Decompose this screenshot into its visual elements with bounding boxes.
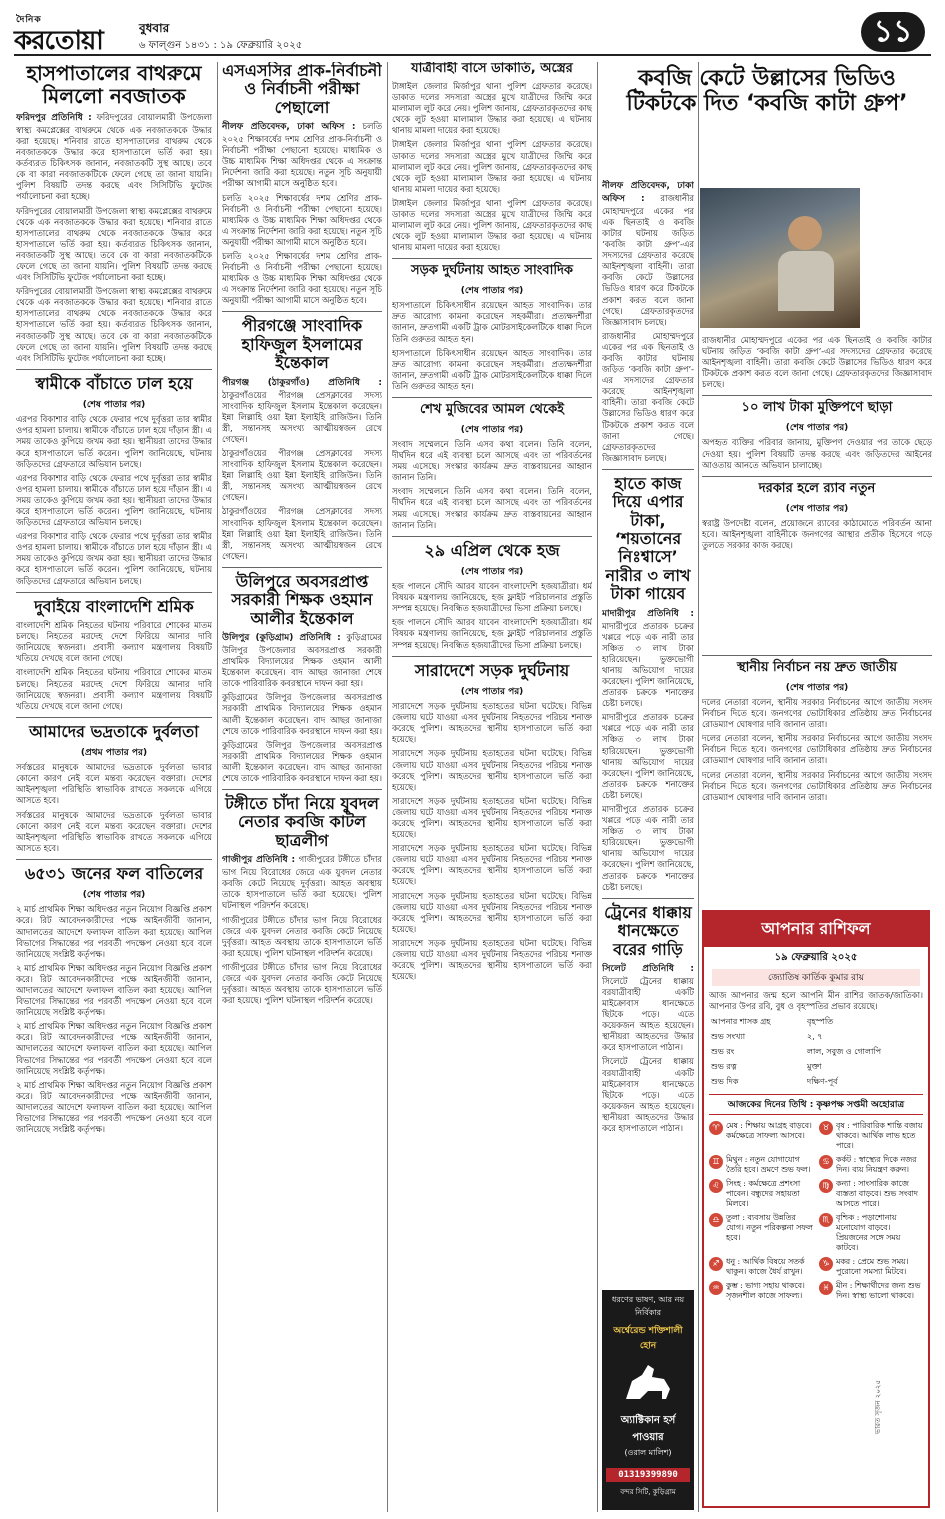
zodiac-item [819, 1179, 923, 1209]
headline-sheikh-mujib: শেখ মুজিবের আমল থেকেই [419, 402, 565, 418]
zodiac-item [709, 1179, 813, 1209]
zodiac-icon: ♏ [819, 1213, 833, 1227]
column-divider [597, 62, 598, 1512]
zodiac-icon: ♐ [709, 1257, 723, 1271]
zodiac-icon: ♎ [709, 1213, 723, 1227]
zodiac-item [819, 1281, 923, 1301]
reporter-line: সিলেট প্রতিনিধি : [602, 963, 694, 974]
continued-note: (শেষ পাতার পর) [785, 423, 849, 434]
article-body-cont: এরপর বিকাশার বাড়ি থেকে ফেরার পথে দুর্বৃত্তরা তার স্বামীর ওপর হামলা চালায়। স্বামীকে বাঁচাতে ঢাল হয়ে দাঁড়ান স্ত্রী। এ সময় তাকেও কুপিয়ে জখম করা হয়। স্থানীয়রা তাদের উদ্ধার করে হাসপাতালে ভর্তি করেন। পুলিশ জানিয়েছে, ঘটনায় জড়িতদের গ্রেফতারে অভিযান চলছে। [16, 472, 212, 528]
headline-kobji-group: কবজি কেটে উল্লাসের ভিডিও টিকটকে দিত ‘কবজি কাটা গ্রুপ’ [626, 66, 908, 117]
reporter-line: নীলফ প্রতিবেদক, ঢাকা অফিস : [602, 181, 694, 204]
zodiac-icon: ♊ [709, 1155, 723, 1169]
masthead [14, 12, 931, 56]
headline-fraud-3lakh: হাতে কাজ দিয়ে এপার টাকা, ‘শয়তানের নিঃশ্বাসে’ নারীর ৩ লাখ টাকা গায়েব [605, 473, 691, 604]
headline-teacher-death: উলিপুরে অবসরপ্রাপ্ত সরকারী শিক্ষক ওহমান আলীর ইন্তেকাল [231, 571, 373, 628]
article-body: সিলেটে ট্রেনের ধাক্কায় বরযাত্রীবাহী একটি মাইক্রোবাস ধানক্ষেতে ছিটকে পড়ে। এতে কয়েকজন আহত হয়েছেন। স্থানীয়রা আহতদের উদ্ধার করে হাসপাতালে পাঠান। [602, 975, 694, 1053]
horoscope-row [709, 1045, 923, 1060]
reporter-line: নীলফ প্রতিবেদক, ঢাকা অফিস : [222, 122, 356, 133]
article-body-cont: ঠাকুরগাঁওয়ের পীরগঞ্জ প্রেসক্লাবের সদস্য সাংবাদিক হাফিজুল ইসলাম ইন্তেকাল করেছেন। ইন্না লিল্লাহি ওয়া ইন্না ইলাইহি রাজিউন। তিনি স্ত্রী, সন্তানসহ অসংখ্য আত্মীয়স্বজন রেখে গেছেন। [222, 447, 382, 503]
logo-tagline: দৈনিক [16, 15, 42, 25]
zodiac-list [709, 1119, 923, 1303]
article-body: কুড়িগ্রামের উলিপুর উপজেলার অবসরপ্রাপ্ত সরকারী প্রাথমিক বিদ্যালয়ের শিক্ষক ওহমান আলী ইন্তেকাল করেছেন। বাদ আছর জানাজা শেষে তাকে পারিবারিক কবরস্থানে দাফন করা হয়। [222, 632, 382, 689]
zodiac-item [819, 1121, 923, 1151]
article-body-cont: ২ মার্চ প্রাথমিক শিক্ষা অধিদপ্তর নতুন নিয়োগ বিজ্ঞপ্তি প্রকাশ করে। রিট আবেদনকারীদের পক্ষে আইনজীবী জানান, আদালতের আদেশে ফলাফল বাতিল করা হয়েছে। আপিল বিভাগের সিদ্ধান্তের পর পরবর্তী পদক্ষেপ নেওয়া হবে বলে জানিয়েছে সংশ্লিষ্ট কর্তৃপক্ষ। [16, 962, 212, 1018]
news-photo [700, 188, 860, 328]
article-body: হজ পালনে সৌদি আরব যাবেন বাংলাদেশি হজযাত্রীরা। ধর্ম বিষয়ক মন্ত্রণালয় জানিয়েছে, হজ ফ্লাইট পরিচালনার প্রস্তুতি সম্পন্ন হয়েছে। নিবন্ধিত হজযাত্রীদের ভিসা প্রক্রিয়া চলছে। [392, 581, 592, 614]
zodiac-text: মিথুন : নতুন যোগাযোগ তৈরি হবে। ভ্রমণে শুভ ফল। [726, 1155, 811, 1175]
article-body-cont: দলের নেতারা বলেন, স্থানীয় সরকার নির্বাচনের আগে জাতীয় সংসদ নির্বাচন দিতে হবে। জনগণের ভোটাধিকার প্রতিষ্ঠায় দ্রুত নির্বাচনের রোডম্যাপ ঘোষণার দাবি জানান তারা। [702, 769, 932, 802]
horoscope-table [709, 1015, 923, 1090]
continued-note: (শেষ পাতার পর) [82, 400, 146, 411]
ad-phone: 01319399890 [606, 1468, 690, 1482]
column-divider [387, 62, 388, 1512]
reporter-line: গাজীপুর প্রতিনিধি : [222, 855, 296, 866]
headline-dubai-worker: দুবাইয়ে বাংলাদেশি শ্রমিক [34, 596, 194, 616]
article-body-cont: সারাদেশে সড়ক দুর্ঘটনায় হতাহতের ঘটনা ঘটেছে। বিভিন্ন জেলায় ঘটে যাওয়া এসব দুর্ঘটনায় নিহতদের পরিচয় শনাক্ত করেছে পুলিশ। আহতদের স্থানীয় হাসপাতালে ভর্তি করা হয়েছে। [392, 843, 592, 887]
horoscope-date: ১৯ ফেব্রুয়ারি ২০২৫ [774, 952, 858, 963]
continued-note: (শেষ পাতার পর) [460, 687, 524, 698]
article-body-cont: ২ মার্চ প্রাথমিক শিক্ষা অধিদপ্তর নতুন নিয়োগ বিজ্ঞপ্তি প্রকাশ করে। রিট আবেদনকারীদের পক্ষে আইনজীবী জানান, আদালতের আদেশে ফলাফল বাতিল করা হয়েছে। আপিল বিভাগের সিদ্ধান্তের পর পরবর্তী পদক্ষেপ নেওয়া হবে বলে জানিয়েছে সংশ্লিষ্ট কর্তৃপক্ষ। [16, 1021, 212, 1076]
headline-results-cancel: ৬৫৩১ জনের ফল বাতিলের [24, 863, 204, 883]
article-body-cont: হজ পালনে সৌদি আরব যাবেন বাংলাদেশি হজযাত্রীরা। ধর্ম বিষয়ক মন্ত্রণালয় জানিয়েছে, হজ ফ্লাইট পরিচালনার প্রস্তুতি সম্পন্ন হয়েছে। নিবন্ধিত হজযাত্রীদের ভিসা প্রক্রিয়া চলছে। [392, 617, 592, 650]
article-body: ২ মার্চ প্রাথমিক শিক্ষা অধিদপ্তর নতুন নিয়োগ বিজ্ঞপ্তি প্রকাশ করে। রিট আবেদনকারীদের পক্ষে আইনজীবী জানান, আদালতের আদেশে ফলাফল বাতিল করা হয়েছে। আপিল বিভাগের সিদ্ধান্তের পর পরবর্তী পদক্ষেপ নেওয়া হবে বলে জানিয়েছে সংশ্লিষ্ট কর্তৃপক্ষ। [16, 904, 212, 959]
horoscope-value: ২, ৭ [807, 1032, 823, 1042]
article-body-cont: সারাদেশে সড়ক দুর্ঘটনায় হতাহতের ঘটনা ঘটেছে। বিভিন্ন জেলায় ঘটে যাওয়া এসব দুর্ঘটনায় নিহতদের পরিচয় শনাক্ত করেছে পুলিশ। আহতদের স্থানীয় হাসপাতালে ভর্তি করা হয়েছে। [392, 795, 592, 840]
article-body-cont: হাসপাতালে চিকিৎসাধীন রয়েছেন আহত সাংবাদিক। তার দ্রুত আরোগ্য কামনা করেছেন সহকর্মীরা। প্রত্যক্ষদর্শীরা জানান, দ্রুতগামী একটি ট্রাক মোটরসাইকেলটিকে ধাক্কা দিলে তিনি গুরুতর আহত হন। [392, 347, 592, 391]
headline-train-crash: ট্রেনের ধাক্কায় ধানক্ষেতে বরের গাড়ি [604, 902, 692, 959]
continued-note: (শেষ পাতার পর) [785, 503, 849, 514]
reporter-line: উলিপুর (কুড়িগ্রাম) প্রতিনিধি : [222, 633, 341, 644]
article-body: মাদারীপুরে প্রতারক চক্রের খপ্পরে পড়ে এক নারী তার সঞ্চিত ৩ লাখ টাকা হারিয়েছেন। ভুক্তভোগী থানায় অভিযোগ দায়ের করেছেন। পুলিশ জানিয়েছে, প্রতারক চক্রকে শনাক্তের চেষ্টা চলছে। [602, 620, 694, 709]
horoscope-key: শুভ দিক [711, 1077, 739, 1087]
zodiac-text: মেষ : শিক্ষায় আগ্রহ বাড়বে। কর্মক্ষেত্রে সাফল্য আসবে। [726, 1121, 812, 1141]
horoscope-key: আপনার শাসক গ্রহ [711, 1017, 771, 1027]
article-body-cont: চলতি ২০২৫ শিক্ষাবর্ষের দশম শ্রেণির প্রাক-নির্বাচনী ও নির্বাচনী পরীক্ষা পেছানো হয়েছে। মাধ্যমিক ও উচ্চ মাধ্যমিক শিক্ষা অধিদপ্তর থেকে এ সংক্রান্ত নির্দেশনা জারি করা হয়েছে। নতুন সূচি অনুযায়ী পরীক্ষা আগামী মাসে অনুষ্ঠিত হবে। [222, 250, 382, 306]
article-body-cont: গাজীপুরের টঙ্গীতে চাঁদার ভাগ নিয়ে বিরোধের জেরে এক যুবদল নেতার কবজি কেটে নিয়েছে দুর্বৃত্তরা। আহত অবস্থায় তাকে হাসপাতালে ভর্তি করা হয়েছে। পুলিশ ঘটনাস্থল পরিদর্শন করেছে। [222, 961, 382, 1006]
headline-bus-robbery: যাত্রীবাহী বাসে ডাকাতি, অস্ত্রের [411, 62, 573, 76]
article-body-cont: কুড়িগ্রামের উলিপুর উপজেলার অবসরপ্রাপ্ত সরকারী প্রাথমিক বিদ্যালয়ের শিক্ষক ওহমান আলী ইন্তেকাল করেছেন। বাদ আছর জানাজা শেষে তাকে পারিবারিক কবরস্থানে দাফন করা হয়। [222, 739, 382, 783]
horoscope-key: শুভ রত্ন [711, 1062, 737, 1072]
vertical-note: ভারত সৃজন ২০২৫ [874, 1380, 882, 1435]
article-body-cont: ফরিদপুরের বোয়ালমারী উপজেলা স্বাস্থ্য কমপ্লেক্সের বাথরুমে থেকে এক নবজাতককে উদ্ধার করা হয়েছে। শনিবার রাতে হাসপাতালের বাথরুম থেকে নবজাতককে উদ্ধার করে হাসপাতালে ভর্তি করা হয়। কর্তব্যরত চিকিৎসক জানান, নবজাতকটি সুস্থ আছে। তবে কে বা কারা নবজাতকটিকে ফেলে গেছে তা জানা যায়নি। পুলিশ বিষয়টি তদন্ত করছে এবং সিসিটিভি ফুটেজ পর্যালোচনা করা হচ্ছে। [16, 286, 212, 363]
horoscope-value: বৃহস্পতি [807, 1017, 834, 1027]
article-body-cont: সারাদেশে সড়ক দুর্ঘটনায় হতাহতের ঘটনা ঘটেছে। বিভিন্ন জেলায় ঘটে যাওয়া এসব দুর্ঘটনায় নিহতদের পরিচয় শনাক্ত করেছে পুলিশ। আহতদের স্থানীয় হাসপাতালে ভর্তি করা হয়েছে। [392, 937, 592, 982]
article-body-cont: রাজধানীর মোহাম্মদপুরে একের পর এক ছিনতাই ও কবজি কাটার ঘটনায় জড়িত ‘কবজি কাটা গ্রুপ’-এর সদস্যদের গ্রেফতার করেছে আইনশৃঙ্খলা বাহিনী। তারা কবজি কেটে উল্লাসের ভিডিও ধারণ করে টিকটকে প্রকাশ করত বলে জানা গেছে। গ্রেফতারকৃতদের জিজ্ঞাসাবাদ চলছে। [702, 335, 932, 390]
zodiac-item [709, 1213, 813, 1253]
ad-tag: (ওরাল মালিশ) [624, 1448, 672, 1457]
headline-hajj: ২৯ এপ্রিল থেকে হজ [424, 540, 560, 560]
zodiac-text: কুম্ভ : ভাগ্য সহায় থাকবে। সৃজনশীল কাজে সাফল্য। [726, 1280, 805, 1300]
article-body: বাংলাদেশি শ্রমিক নিহতের ঘটনায় পরিবারে শোকের মাতম চলছে। নিহতের মরদেহ দেশে ফিরিয়ে আনার দাবি জানিয়েছে স্বজনরা। প্রবাসী কল্যাণ মন্ত্রণালয় বিষয়টি খতিয়ে দেখছে বলে জানা গেছে। [16, 620, 212, 664]
article-body: টাঙ্গাইল জেলার মির্জাপুর থানা পুলিশ গ্রেফতার করেছে। ডাকাত দলের সদস্যরা অস্ত্রের মুখে যাত্রীদের জিম্মি করে মালামাল লুট করে নেয়। পুলিশ জানায়, গ্রেফতারকৃতদের কাছ থেকে লুট হওয়া মালামাল উদ্ধার করা হয়েছে। এ ঘটনায় থানায় মামলা দায়ের করা হয়েছে। [392, 80, 592, 136]
continued-note: (শেষ পাতার পর) [82, 890, 146, 901]
article-body: ঠাকুরগাঁওয়ের পীরগঞ্জ প্রেসক্লাবের সদস্য সাংবাদিক হাফিজুল ইসলাম ইন্তেকাল করেছেন। ইন্না লিল্লাহি ওয়া ইন্না ইলাইহি রাজিউন। তিনি স্ত্রী, সন্তানসহ অসংখ্য আত্মীয়স্বজন রেখে গেছেন। [222, 389, 382, 444]
article-body: রাজধানীর মোহাম্মদপুরে একের পর এক ছিনতাই ও কবজি কাটার ঘটনায় জড়িত ‘কবজি কাটা গ্রুপ’-এর সদস্যদের গ্রেফতার করেছে আইনশৃঙ্খলা বাহিনী। তারা কবজি কেটে উল্লাসের ভিডিও ধারণ করে টিকটকে প্রকাশ করত বলে জানা গেছে। গ্রেফতারকৃতদের জিজ্ঞাসাবাদ চলছে। [602, 192, 694, 327]
headline-journalist-death: পীরগঞ্জে সাংবাদিক হাফিজুল ইসলামের ইন্তেকাল [241, 316, 363, 373]
continued-note: (শেষ পাতার পর) [460, 424, 524, 435]
article-body: গাজীপুরের টঙ্গীতে চাঁদার ভাগ নিয়ে বিরোধের জেরে এক যুবদল নেতার কবজি কেটে নিয়েছে দুর্বৃত্তরা। আহত অবস্থায় তাকে হাসপাতালে ভর্তি করা হয়েছে। পুলিশ ঘটনাস্থল পরিদর্শন করেছে। [222, 854, 382, 911]
horoscope-value: মুক্তা [807, 1062, 822, 1072]
article-body: সর্বস্তরের মানুষকে আমাদের ভদ্রতাকে দুর্বলতা ভাবার কোনো কারণ নেই বলে মন্তব্য করেছেন বক্তারা। দেশের আইনশৃঙ্খলা পরিস্থিতি স্বাভাবিক রাখতে সকলকে এগিয়ে আসতে হবে। [16, 762, 212, 806]
continued-note: (শেষ পাতার পর) [460, 567, 524, 578]
article-body-cont: মাদারীপুরে প্রতারক চক্রের খপ্পরে পড়ে এক নারী তার সঞ্চিত ৩ লাখ টাকা হারিয়েছেন। ভুক্তভোগী থানায় অভিযোগ দায়ের করেছেন। পুলিশ জানিয়েছে, প্রতারক চক্রকে শনাক্তের চেষ্টা চলছে। [602, 712, 694, 800]
advertisement [602, 1290, 694, 1510]
zodiac-item [819, 1257, 923, 1277]
article-body: অপহৃত ব্যক্তির পরিবার জানায়, মুক্তিপণ দেওয়ার পর তাকে ছেড়ে দেওয়া হয়। পুলিশ বিষয়টি তদন্ত করছে এবং জড়িতদের আইনের আওতায় আনতে অভিযান চালাচ্ছে। [702, 437, 932, 470]
article-body: এরপর বিকাশার বাড়ি থেকে ফেরার পথে দুর্বৃত্তরা তার স্বামীর ওপর হামলা চালায়। স্বামীকে বাঁচাতে ঢাল হয়ে দাঁড়ান স্ত্রী। এ সময় তাকেও কুপিয়ে জখম করা হয়। স্থানীয়রা তাদের উদ্ধার করে হাসপাতালে ভর্তি করেন। পুলিশ জানিয়েছে, ঘটনায় জড়িতদের গ্রেফতারে অভিযান চলছে। [16, 414, 212, 469]
horoscope-value: দক্ষিণ-পূর্ব [807, 1077, 838, 1087]
zodiac-text: তুলা : ব্যবসায় উন্নতির যোগ। নতুন পরিকল্পনা সফল হবে। [726, 1212, 813, 1242]
column-5-lower [702, 650, 932, 905]
article-body-cont: সংবাদ সম্মেলনে তিনি এসব কথা বলেন। তিনি বলেন, দীর্ঘদিন ধরে এই ব্যবস্থা চলে আসছে এবং তা পরিবর্তনের সময় এসেছে। সংস্কার কার্যক্রম দ্রুত বাস্তবায়নের আহ্বান জানান তিনি। [392, 486, 592, 530]
article-body-cont: টাঙ্গাইল জেলার মির্জাপুর থানা পুলিশ গ্রেফতার করেছে। ডাকাত দলের সদস্যরা অস্ত্রের মুখে যাত্রীদের জিম্মি করে মালামাল লুট করে নেয়। পুলিশ জানায়, গ্রেফতারকৃতদের কাছ থেকে লুট হওয়া মালামাল উদ্ধার করা হয়েছে। এ ঘটনায় থানায় মামলা দায়ের করা হয়েছে। [392, 139, 592, 194]
headline-journalist-injured: সড়ক দুর্ঘটনায় আহত সাংবাদিক [410, 263, 574, 279]
horoscope-astrologer: জ্যোতিষ কার্তিক কুমার রায় [712, 969, 920, 986]
zodiac-icon: ♑ [819, 1257, 833, 1271]
headline-courtesy: আমাদের ভদ্রতাকে দুর্বলতা [29, 721, 199, 741]
column-5 [702, 335, 932, 645]
headline-newborn: হাসপাতালের বাথরুমে মিললো নবজাতক [26, 62, 202, 108]
newspaper-logo: করতোয়া [14, 26, 103, 56]
tithi-line: আজকের দিনের তিথি : কৃষ্ণপক্ষ সপ্তমী অহোরাত্র [709, 1094, 923, 1115]
horoscope-row [709, 1030, 923, 1045]
reporter-line: ফরিদপুর প্রতিনিধি : [16, 113, 92, 123]
horoscope-box [702, 910, 930, 1508]
horoscope-value: লাল, সবুজ ও গোলাপি [807, 1047, 882, 1057]
ad-line-2: অর্শ্বেরেন্ড শক্তিশালী হোন [613, 1326, 683, 1351]
article-body: সংবাদ সম্মেলনে তিনি এসব কথা বলেন। তিনি বলেন, দীর্ঘদিন ধরে এই ব্যবস্থা চলে আসছে এবং তা পরিবর্তনের সময় এসেছে। সংস্কার কার্যক্রম দ্রুত বাস্তবায়নের আহ্বান জানান তিনি। [392, 438, 592, 483]
horoscope-row [709, 1015, 923, 1030]
article-body-cont: মাদারীপুরে প্রতারক চক্রের খপ্পরে পড়ে এক নারী তার সঞ্চিত ৩ লাখ টাকা হারিয়েছেন। ভুক্তভোগী থানায় অভিযোগ দায়ের করেছেন। পুলিশ জানিয়েছে, প্রতারক চক্রকে শনাক্তের চেষ্টা চলছে। [602, 804, 694, 892]
article-body-cont: টাঙ্গাইল জেলার মির্জাপুর থানা পুলিশ গ্রেফতার করেছে। ডাকাত দলের সদস্যরা অস্ত্রের মুখে যাত্রীদের জিম্মি করে মালামাল লুট করে নেয়। পুলিশ জানায়, গ্রেফতারকৃতদের কাছ থেকে লুট হওয়া মালামাল উদ্ধার করা হয়েছে। এ ঘটনায় থানায় মামলা দায়ের করা হয়েছে। [392, 197, 592, 253]
zodiac-icon: ♋ [819, 1155, 833, 1169]
article-body: ফরিদপুরের বোয়ালমারী উপজেলা স্বাস্থ্য কমপ্লেক্সের বাথরুমে থেকে এক নবজাতককে উদ্ধার করা হয়েছে। শনিবার রাতে হাসপাতালের বাথরুম থেকে নবজাতককে উদ্ধার করে হাসপাতালে ভর্তি করা হয়। কর্তব্যরত চিকিৎসক জানান, নবজাতকটি সুস্থ আছে। তবে কে বা কারা নবজাতকটিকে ফেলে গেছে তা জানা যায়নি। পুলিশ বিষয়টি তদন্ত করছে এবং সিসিটিভি ফুটেজ পর্যালোচনা করা হচ্ছে। [16, 112, 212, 202]
photo-subject-head [788, 216, 822, 250]
zodiac-icon: ♉ [819, 1121, 833, 1135]
zodiac-item [709, 1257, 813, 1277]
lead-headline-block [602, 62, 932, 172]
zodiac-text: কর্কট : স্বাস্থ্যের দিকে নজর দিন। ব্যয় নিয়ন্ত্রণ করুন। [836, 1155, 917, 1175]
horoscope-title: আপনার রাশিফল [704, 912, 928, 947]
headline-wife-shield: স্বামীকে বাঁচাতে ঢাল হয়ে [35, 373, 193, 393]
continued-note: (শেষ পাতার পর) [785, 682, 849, 693]
article-body: স্বরাষ্ট্র উপদেষ্টা বলেন, প্রয়োজনে র‌্যাবের কাঠামোতে পরিবর্তন আনা হবে। আইনশৃঙ্খলা বাহিনীকে জনগণের আস্থার প্রতীক হিসেবে গড়ে তুলতে সরকার কাজ করছে। [702, 517, 932, 550]
column-1 [16, 62, 212, 1512]
zodiac-text: কন্যা : সাংসারিক কাজে ব্যস্ততা বাড়বে। শুভ সংবাদ আসতে পারে। [836, 1179, 918, 1208]
column-divider [217, 62, 218, 1512]
column-3 [392, 62, 592, 1512]
article-body-cont: রাজধানীর মোহাম্মদপুরে একের পর এক ছিনতাই ও কবজি কাটার ঘটনায় জড়িত ‘কবজি কাটা গ্রুপ’-এর সদস্যদের গ্রেফতার করেছে আইনশৃঙ্খলা বাহিনী। তারা কবজি কেটে উল্লাসের ভিডিও ধারণ করে টিকটকে প্রকাশ করত বলে জানা গেছে। গ্রেফতারকৃতদের জিজ্ঞাসাবাদ চলছে। [602, 330, 694, 463]
horse-icon [618, 1359, 678, 1407]
zodiac-text: বৃষ : পারিবারিক শান্তি বজায় থাকবে। আর্থিক লাভ হতে পারে। [836, 1121, 923, 1151]
headline-ssc-exam: এসএসসির প্রাক-নির্বাচনী ও নির্বাচনী পরীক্ষা পেছালো [222, 62, 382, 117]
headline-national-election: স্থানীয় নির্বাচন নয় দ্রুত জাতীয় [736, 660, 897, 675]
reporter-line: মাদারীপুর প্রতিনিধি : [602, 608, 694, 619]
column-divider [698, 62, 699, 1512]
article-body-cont: দলের নেতারা বলেন, স্থানীয় সরকার নির্বাচনের আগে জাতীয় সংসদ নির্বাচন দিতে হবে। জনগণের ভোটাধিকার প্রতিষ্ঠায় দ্রুত নির্বাচনের রোডম্যাপ ঘোষণার দাবি জানান তারা। [702, 733, 932, 766]
article-body-cont: চলতি ২০২৫ শিক্ষাবর্ষের দশম শ্রেণির প্রাক-নির্বাচনী ও নির্বাচনী পরীক্ষা পেছানো হয়েছে। মাধ্যমিক ও উচ্চ মাধ্যমিক শিক্ষা অধিদপ্তর থেকে এ সংক্রান্ত নির্দেশনা জারি করা হয়েছে। নতুন সূচি অনুযায়ী পরীক্ষা আগামী মাসে অনুষ্ঠিত হবে। [222, 192, 382, 247]
article-body: চলতি ২০২৫ শিক্ষাবর্ষের দশম শ্রেণির প্রাক-নির্বাচনী ও নির্বাচনী পরীক্ষা পেছানো হয়েছে। মাধ্যমিক ও উচ্চ মাধ্যমিক শিক্ষা অধিদপ্তর থেকে এ সংক্রান্ত নির্দেশনা জারি করা হয়েছে। নতুন সূচি অনুযায়ী পরীক্ষা আগামী মাসে অনুষ্ঠিত হবে। [222, 121, 382, 189]
zodiac-item [709, 1121, 813, 1151]
horoscope-row [709, 1060, 923, 1075]
ad-line-1: ধরণের ভাষণ, আর নয় নির্বিকার [611, 1295, 685, 1317]
zodiac-icon: ♍ [819, 1179, 833, 1193]
zodiac-text: বৃশ্চিক : পড়াশোনায় মনোযোগ বাড়বে। প্রিয়জনের সঙ্গে সময় কাটবে। [836, 1212, 901, 1252]
zodiac-item [819, 1213, 923, 1253]
zodiac-icon: ♒ [709, 1281, 723, 1295]
article-body: দলের নেতারা বলেন, স্থানীয় সরকার নির্বাচনের আগে জাতীয় সংসদ নির্বাচন দিতে হবে। জনগণের ভোটাধিকার প্রতিষ্ঠায় দ্রুত নির্বাচনের রোডম্যাপ ঘোষণার দাবি জানান তারা। [702, 696, 932, 730]
article-body: সারাদেশে সড়ক দুর্ঘটনায় হতাহতের ঘটনা ঘটেছে। বিভিন্ন জেলায় ঘটে যাওয়া এসব দুর্ঘটনায় নিহতদের পরিচয় শনাক্ত করেছে পুলিশ। আহতদের স্থানীয় হাসপাতালে ভর্তি করা হয়েছে। [392, 701, 592, 745]
zodiac-icon: ♓ [819, 1281, 833, 1295]
article-body: হাসপাতালে চিকিৎসাধীন রয়েছেন আহত সাংবাদিক। তার দ্রুত আরোগ্য কামনা করেছেন সহকর্মীরা। প্রত্যক্ষদর্শীরা জানান, দ্রুতগামী একটি ট্রাক মোটরসাইকেলটিকে ধাক্কা দিলে তিনি গুরুতর আহত হন। [392, 300, 592, 344]
article-body-cont: সারাদেশে সড়ক দুর্ঘটনায় হতাহতের ঘটনা ঘটেছে। বিভিন্ন জেলায় ঘটে যাওয়া এসব দুর্ঘটনায় নিহতদের পরিচয় শনাক্ত করেছে পুলিশ। আহতদের স্থানীয় হাসপাতালে ভর্তি করা হয়েছে। [392, 748, 592, 792]
continued-note: (প্রথম পাতার পর) [80, 748, 148, 759]
headline-rab-new: দরকার হলে র‌্যাব নতুন [758, 480, 876, 496]
zodiac-text: সিংহ : কর্মক্ষেত্রে প্রশংসা পাবেন। বন্ধুদের সহায়তা মিলবে। [726, 1179, 801, 1208]
zodiac-item [819, 1155, 923, 1175]
zodiac-text: মীন : শিক্ষার্থীদের জন্য শুভ দিন। স্বাস্থ্য ভালো থাকবে। [836, 1280, 921, 1300]
page-number: ১১ [861, 12, 925, 52]
horoscope-intro: আজ আপনার জন্ম হলে আপনি মীন রাশির জাতক/জাতিকা। আপনার উপর রবি, বুধ ও বৃহস্পতির প্রভাব রয়েছে। [709, 990, 923, 1012]
zodiac-icon: ♈ [709, 1121, 723, 1135]
article-body-cont: ২ মার্চ প্রাথমিক শিক্ষা অধিদপ্তর নতুন নিয়োগ বিজ্ঞপ্তি প্রকাশ করে। রিট আবেদনকারীদের পক্ষে আইনজীবী জানান, আদালতের আদেশে ফলাফল বাতিল করা হয়েছে। আপিল বিভাগের সিদ্ধান্তের পর পরবর্তী পদক্ষেপ নেওয়া হবে বলে জানিয়েছে সংশ্লিষ্ট কর্তৃপক্ষ। [16, 1079, 212, 1135]
continued-note: (শেষ পাতার পর) [460, 286, 524, 297]
article-body-cont: সিলেটে ট্রেনের ধাক্কায় বরযাত্রীবাহী একটি মাইক্রোবাস ধানক্ষেতে ছিটকে পড়ে। এতে কয়েকজন আহত হয়েছেন। স্থানীয়রা আহতদের উদ্ধার করে হাসপাতালে পাঠান। [602, 1056, 694, 1134]
headline-tongi: টঙ্গীতে চাঁদা নিয়ে যুবদল নেতার কবজি কাটল ছাত্রলীগ [225, 794, 379, 850]
photo-subject-body [778, 251, 834, 311]
zodiac-text: মকর : প্রেমে শুভ সময়। পুরোনো সমস্যা মিটবে। [836, 1256, 909, 1276]
horoscope-key: শুভ সংখ্যা [711, 1032, 746, 1042]
article-body-cont: কুড়িগ্রামের উলিপুর উপজেলার অবসরপ্রাপ্ত সরকারী প্রাথমিক বিদ্যালয়ের শিক্ষক ওহমান আলী ইন্তেকাল করেছেন। বাদ আছর জানাজা শেষে তাকে পারিবারিক কবরস্থানে দাফন করা হয়। [222, 692, 382, 736]
headline-ransom: ১০ লাখ টাকা মুক্তিপণে ছাড়া [741, 400, 893, 416]
article-body-cont: সর্বস্তরের মানুষকে আমাদের ভদ্রতাকে দুর্বলতা ভাবার কোনো কারণ নেই বলে মন্তব্য করেছেন বক্তারা। দেশের আইনশৃঙ্খলা পরিস্থিতি স্বাভাবিক রাখতে সকলকে এগিয়ে আসতে হবে। [16, 809, 212, 853]
issue-day: বুধবার [139, 21, 170, 35]
headline-road-accidents: সারাদেশে সড়ক দুর্ঘটনায় [414, 660, 570, 680]
horoscope-row [709, 1075, 923, 1090]
zodiac-item [709, 1155, 813, 1175]
article-body-cont: গাজীপুরের টঙ্গীতে চাঁদার ভাগ নিয়ে বিরোধের জেরে এক যুবদল নেতার কবজি কেটে নিয়েছে দুর্বৃত্তরা। আহত অবস্থায় তাকে হাসপাতালে ভর্তি করা হয়েছে। পুলিশ ঘটনাস্থল পরিদর্শন করেছে। [222, 914, 382, 958]
ad-footer: বন্দর সিটি, কুড়িগ্রাম [620, 1488, 676, 1496]
article-body-cont: এরপর বিকাশার বাড়ি থেকে ফেরার পথে দুর্বৃত্তরা তার স্বামীর ওপর হামলা চালায়। স্বামীকে বাঁচাতে ঢাল হয়ে দাঁড়ান স্ত্রী। এ সময় তাকেও কুপিয়ে জখম করা হয়। স্থানীয়রা তাদের উদ্ধার করে হাসপাতালে ভর্তি করেন। পুলিশ জানিয়েছে, ঘটনায় জড়িতদের গ্রেফতারে অভিযান চলছে। [16, 531, 212, 586]
article-body-cont: বাংলাদেশি শ্রমিক নিহতের ঘটনায় পরিবারে শোকের মাতম চলছে। নিহতের মরদেহ দেশে ফিরিয়ে আনার দাবি জানিয়েছে স্বজনরা। প্রবাসী কল্যাণ মন্ত্রণালয় বিষয়টি খতিয়ে দেখছে বলে জানা গেছে। [16, 667, 212, 711]
ad-product: অ্যাক্টিকান হর্স পাওয়ার [620, 1415, 676, 1443]
zodiac-text: ধনু : আর্থিক বিষয়ে সতর্ক থাকুন। কাজে ধৈর্য রাখুন। [726, 1256, 805, 1276]
article-body-cont: সারাদেশে সড়ক দুর্ঘটনায় হতাহতের ঘটনা ঘটেছে। বিভিন্ন জেলায় ঘটে যাওয়া এসব দুর্ঘটনায় নিহতদের পরিচয় শনাক্ত করেছে পুলিশ। আহতদের স্থানীয় হাসপাতালে ভর্তি করা হয়েছে। [392, 890, 592, 934]
column-2 [222, 62, 382, 1512]
article-body-cont: ঠাকুরগাঁওয়ের পীরগঞ্জ প্রেসক্লাবের সদস্য সাংবাদিক হাফিজুল ইসলাম ইন্তেকাল করেছেন। ইন্না লিল্লাহি ওয়া ইন্না ইলাইহি রাজিউন। তিনি স্ত্রী, সন্তানসহ অসংখ্য আত্মীয়স্বজন রেখে গেছেন। [222, 506, 382, 561]
zodiac-icon: ♌ [709, 1179, 723, 1193]
issue-date: ৬ ফাল্গুন ১৪৩১ : ১৯ ফেব্রুয়ারি ২০২৫ [139, 40, 303, 51]
reporter-line: পীরগঞ্জ (ঠাকুরগাঁও) প্রতিনিধি : [222, 377, 382, 388]
article-body-cont: ফরিদপুরের বোয়ালমারী উপজেলা স্বাস্থ্য কমপ্লেক্সের বাথরুমে থেকে এক নবজাতককে উদ্ধার করা হয়েছে। শনিবার রাতে হাসপাতালের বাথরুম থেকে নবজাতককে উদ্ধার করে হাসপাতালে ভর্তি করা হয়। কর্তব্যরত চিকিৎসক জানান, নবজাতকটি সুস্থ আছে। তবে কে বা কারা নবজাতকটিকে ফেলে গেছে তা জানা যায়নি। পুলিশ বিষয়টি তদন্ত করছে এবং সিসিটিভি ফুটেজ পর্যালোচনা করা হচ্ছে। [16, 205, 212, 283]
zodiac-item [709, 1281, 813, 1301]
horoscope-key: শুভ রং [711, 1047, 735, 1057]
